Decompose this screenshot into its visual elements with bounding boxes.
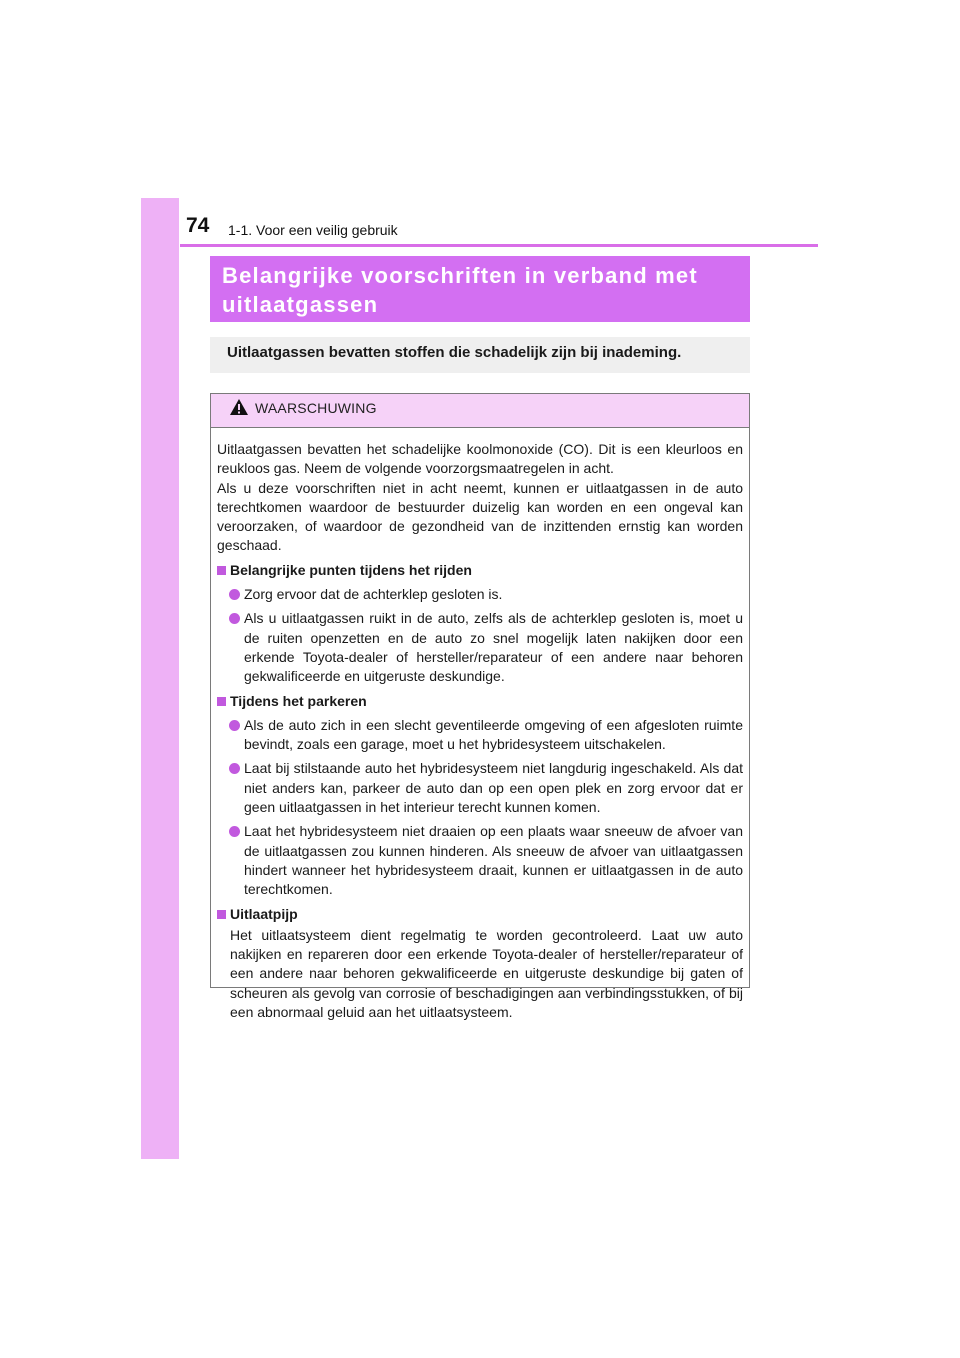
- chapter-side-tab: [141, 198, 179, 1159]
- list-item: [217, 822, 743, 899]
- warning-triangle-icon: [229, 398, 249, 416]
- list-item-text: Als u uitlaatgassen ruikt in de auto, zelfs als de achterklep gesloten is, moet u de ruiten openzetten en de auto zo snel mogelijk laten nakijken door een erkende Toyota-dealer of hersteller/reparateur of een andere naar behoren gekwalificeerde en uitgeruste deskundige.: [244, 610, 743, 685]
- list-item: [217, 609, 743, 686]
- section-title-box: [210, 256, 750, 322]
- square-bullet-icon: [217, 910, 226, 919]
- bullet-dot-icon: [229, 613, 240, 624]
- page-number: 74: [186, 214, 210, 237]
- heading-driving-text: Belangrijke punten tijdens het rijden: [230, 561, 472, 578]
- intro-summary: Uitlaatgassen bevatten stoffen die schadelijk zijn bij inademing.: [210, 337, 750, 373]
- bullet-dot-icon: [229, 826, 240, 837]
- warning-label: WAARSCHUWING: [255, 400, 377, 416]
- section-title-line-1: Belangrijke voorschriften in verband met: [222, 263, 698, 288]
- heading-driving: [217, 561, 743, 580]
- square-bullet-icon: [217, 697, 226, 706]
- square-bullet-icon: [217, 566, 226, 575]
- bullet-dot-icon: [229, 720, 240, 731]
- list-item-text: Als de auto zich in een slecht geventileerde omgeving of een afgesloten ruimte bevindt, zoals een garage, moet u het hybridesysteem uitschakelen.: [244, 716, 743, 753]
- warning-intro-paragraph-2: Als u deze voorschriften niet in acht neemt, kunnen er uitlaatgassen in de auto terechtkomen waardoor de bestuurder duizelig kan worden en een ongeval kan veroorzaken, of waardoor de gezondheid van de inzittenden ernstig kan worden geschaad.: [217, 479, 743, 554]
- bullet-dot-icon: [229, 763, 240, 774]
- heading-parking-text: Tijdens het parkeren: [230, 692, 367, 709]
- list-item: [217, 716, 743, 755]
- section-title-line-2: uitlaatgassen: [222, 292, 379, 317]
- list-item-text: Laat bij stilstaande auto het hybridesysteem niet langdurig ingeschakeld. Als dat niet anders kan, parkeer de auto dan op een open plek en zorg ervoor dat er geen uitlaatgassen in het interieur terecht kunnen komen.: [244, 760, 743, 816]
- header-rule: [180, 244, 818, 247]
- section-running-head: 1-1. Voor een veilig gebruik: [228, 222, 398, 238]
- list-item-text: Zorg ervoor dat de achterklep gesloten is.: [244, 586, 503, 603]
- warning-intro-paragraph-1: Uitlaatgassen bevatten het schadelijke koolmonoxide (CO). Dit is een kleurloos en reukloos gas. Neem de volgende voorzorgsmaatregelen in acht.: [217, 441, 743, 477]
- heading-parking: [217, 692, 743, 711]
- exhaust-pipe-text: Het uitlaatsysteem dient regelmatig te worden gecontroleerd. Laat uw auto nakijken en repareren door een erkende Toyota-dealer of hersteller/reparateur of een andere naar behoren gekwalificeerde en uitgeruste deskundige bij gaten of scheuren als gevolg van corrosie of beschadigingen aan verbindingsstukken, of bij een abnormaal geluid aan het uitlaatsysteem.: [230, 926, 743, 1021]
- warning-body: [211, 428, 749, 1022]
- heading-exhaust-pipe-text: Uitlaatpijp: [230, 905, 298, 922]
- warning-header: [211, 394, 749, 428]
- list-item: [217, 759, 743, 817]
- heading-exhaust-pipe: [217, 905, 743, 924]
- bullet-dot-icon: [229, 589, 240, 600]
- list-item: [217, 585, 743, 604]
- list-item-text: Laat het hybridesysteem niet draaien op een plaats waar sneeuw de afvoer van de uitlaatgassen zou kunnen hinderen. Als sneeuw de afvoer van uitlaatgassen hindert wanneer het hybridesysteem draait, kunnen er uitlaatgassen in de auto terechtkomen.: [244, 823, 743, 898]
- warning-box: [210, 393, 750, 1021]
